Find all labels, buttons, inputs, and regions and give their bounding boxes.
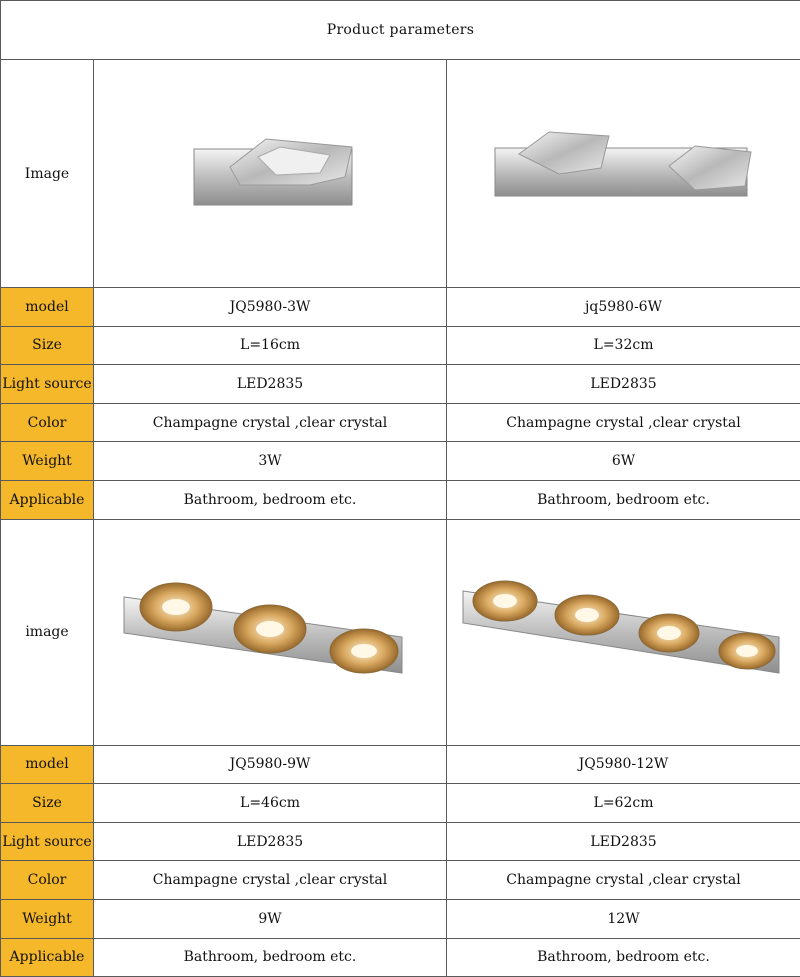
spec-value: Champagne crystal ,clear crystal xyxy=(94,403,447,442)
spec-value: Bathroom, bedroom etc. xyxy=(447,480,800,519)
spec-value: JQ5980-12W xyxy=(447,745,800,784)
spec-value: Champagne crystal ,clear crystal xyxy=(447,861,800,900)
spec-value: Champagne crystal ,clear crystal xyxy=(447,403,800,442)
spec-row-color xyxy=(1,861,800,900)
row-label-light-source: Light source xyxy=(1,365,94,404)
lamp-1-light-image xyxy=(180,129,360,219)
row-label-light-source: Light source xyxy=(1,822,94,861)
spec-value: LED2835 xyxy=(94,822,447,861)
spec-value: Bathroom, bedroom etc. xyxy=(94,480,447,519)
spec-value: 6W xyxy=(447,442,800,481)
row-label-color: Color xyxy=(1,861,94,900)
spec-value: LED2835 xyxy=(94,365,447,404)
row-label-model: model xyxy=(1,288,94,327)
row-label-model: model xyxy=(1,745,94,784)
product-image-cell xyxy=(447,519,800,745)
row-label-image: Image xyxy=(1,60,94,288)
spec-value: jq5980-6W xyxy=(447,288,800,327)
product-image-cell xyxy=(94,60,447,288)
spec-value: JQ5980-9W xyxy=(94,745,447,784)
spec-row-model xyxy=(1,288,800,327)
spec-value: Champagne crystal ,clear crystal xyxy=(94,861,447,900)
spec-value: L=46cm xyxy=(94,784,447,823)
row-label-color: Color xyxy=(1,403,94,442)
spec-row-applicable xyxy=(1,938,800,977)
spec-row-color xyxy=(1,403,800,442)
row-label-size: Size xyxy=(1,326,94,365)
spec-value: LED2835 xyxy=(447,365,800,404)
row-label-weight: Weight xyxy=(1,899,94,938)
spec-row-model xyxy=(1,745,800,784)
lamp-3-light-image xyxy=(120,577,420,687)
row-label-size: Size xyxy=(1,784,94,823)
lamp-4-light-image xyxy=(459,577,789,687)
spec-row-weight xyxy=(1,899,800,938)
spec-row-size xyxy=(1,784,800,823)
row-label-applicable: Applicable xyxy=(1,938,94,977)
row-label-weight: Weight xyxy=(1,442,94,481)
spec-row-light-source xyxy=(1,365,800,404)
spec-value: JQ5980-3W xyxy=(94,288,447,327)
spec-value: LED2835 xyxy=(447,822,800,861)
spec-row-applicable xyxy=(1,480,800,519)
spec-value: L=62cm xyxy=(447,784,800,823)
product-image-cell xyxy=(447,60,800,288)
spec-value: L=16cm xyxy=(94,326,447,365)
spec-value: 3W xyxy=(94,442,447,481)
image-row xyxy=(1,60,800,288)
table-title: Product parameters xyxy=(1,1,800,60)
lamp-2-light-image xyxy=(489,124,759,224)
product-image-cell xyxy=(94,519,447,745)
spec-value: 12W xyxy=(447,899,800,938)
spec-row-light-source xyxy=(1,822,800,861)
spec-value: Bathroom, bedroom etc. xyxy=(447,938,800,977)
spec-value: 9W xyxy=(94,899,447,938)
spec-row-weight xyxy=(1,442,800,481)
row-label-applicable: Applicable xyxy=(1,480,94,519)
spec-value: L=32cm xyxy=(447,326,800,365)
row-label-image: image xyxy=(1,519,94,745)
image-row xyxy=(1,519,800,745)
spec-value: Bathroom, bedroom etc. xyxy=(94,938,447,977)
title-row xyxy=(1,1,800,60)
spec-row-size xyxy=(1,326,800,365)
